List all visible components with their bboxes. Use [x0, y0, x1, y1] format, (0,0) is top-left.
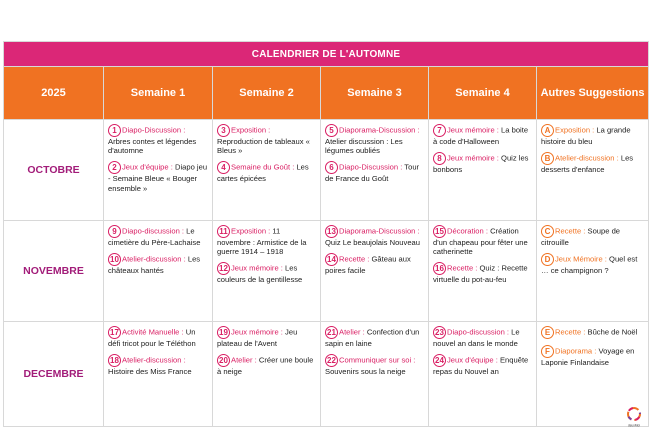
cell-week-2: [213, 322, 321, 427]
activity-text: Bûche de Noël: [587, 327, 638, 337]
activity-number-badge: 15: [433, 225, 446, 238]
activity-type: Atelier-discussion :: [122, 355, 186, 365]
activity-text: 11 novembre : Armistice de la guerre 1914 – 1918: [217, 226, 307, 257]
activity-type: Diapo-Discussion :: [122, 125, 186, 135]
activity-item: [433, 225, 532, 256]
activity-type: Atelier-discussion :: [555, 153, 619, 163]
activity-item: [108, 326, 208, 348]
cell-suggestions: [537, 221, 649, 322]
cell-suggestions: [537, 120, 649, 221]
activity-number-badge: 24: [433, 354, 446, 367]
activity-item: [433, 354, 532, 376]
activity-text: Atelier discussion : Les légumes oubliés: [325, 137, 403, 156]
activity-number-badge: 1: [108, 124, 121, 137]
month-label: OCTOBRE: [4, 120, 104, 221]
activity-item: [325, 225, 424, 247]
activity-text: Voyage en Laponie Finlandaise: [541, 346, 635, 367]
activity-item: [325, 124, 424, 155]
cell-week-3: [321, 221, 429, 322]
activity-text: Soupe de citrouille: [541, 226, 621, 247]
activity-number-badge: 9: [108, 225, 121, 238]
activity-number-badge: 7: [433, 124, 446, 137]
activity-type: Jeux d'équipe :: [447, 355, 498, 365]
activity-item: [325, 161, 424, 183]
activity-text: Diapo jeu - Semaine Bleue « Bouger ensemble »: [108, 162, 208, 193]
activity-type: Jeux mémoire :: [447, 153, 499, 163]
activity-type: Atelier :: [231, 355, 257, 365]
activity-item: [541, 225, 644, 247]
cell-week-4: [429, 322, 537, 427]
activity-number-badge: A: [541, 124, 554, 137]
activity-item: [108, 161, 208, 192]
header-year: 2025: [4, 67, 104, 120]
month-label: DECEMBRE: [4, 322, 104, 427]
header-week-4: Semaine 4: [429, 67, 537, 120]
activity-type: Diaporama :: [555, 346, 597, 356]
activity-type: Jeux mémoire :: [231, 263, 283, 273]
activity-text: Gâteau aux poires facile: [325, 254, 411, 276]
activity-number-badge: 3: [217, 124, 230, 137]
activity-text: Les châteaux hantés: [108, 254, 201, 276]
activity-text: Histoire des Miss France: [108, 367, 192, 377]
activity-text: Un défi tricot pour le Téléthon: [108, 327, 196, 348]
cell-week-3: [321, 322, 429, 427]
activity-type: Recette :: [339, 254, 370, 264]
logo-text: deuxMoi: [627, 423, 641, 428]
activity-number-badge: 5: [325, 124, 338, 137]
activity-text: Le nouvel an dans le monde: [433, 327, 520, 348]
activity-text: Quel est … ce champignon ?: [541, 254, 638, 276]
activity-item: [108, 124, 208, 155]
activity-text: Reproduction de tableaux « Bleus »: [217, 137, 310, 156]
activity-item: [433, 124, 532, 146]
activity-item: [108, 225, 208, 247]
activity-type: Activité Manuelle :: [122, 327, 184, 337]
month-row: [4, 120, 649, 221]
activity-number-badge: 8: [433, 152, 446, 165]
activity-type: Diapo-discussion :: [447, 327, 510, 337]
activity-text: La grande histoire du bleu: [541, 125, 631, 146]
activity-type: Jeux mémoire :: [231, 327, 283, 337]
activity-number-badge: D: [541, 253, 554, 266]
activity-type: Recette :: [555, 327, 586, 337]
activity-text: Enquête repas du Nouvel an: [433, 355, 529, 377]
activity-type: Décoration :: [447, 226, 488, 236]
activity-text: Jeu plateau de l'Avent: [217, 327, 298, 348]
activity-item: [325, 354, 424, 376]
activity-type: Jeux d'équipe :: [122, 162, 173, 172]
activity-item: [217, 354, 316, 376]
activity-number-badge: E: [541, 326, 554, 339]
activity-text: Le cimetière du Père-Lachaise: [108, 226, 201, 247]
activity-item: [433, 326, 532, 348]
activity-type: Diaporama-Discussion :: [339, 125, 420, 135]
activity-item: [108, 253, 208, 275]
activity-item: [541, 152, 644, 174]
activity-text: Quiz les bonbons: [433, 153, 529, 175]
calendar-table: [3, 41, 649, 427]
activity-type: Diaporama-Discussion :: [339, 226, 420, 236]
activity-number-badge: 17: [108, 326, 121, 339]
activity-number-badge: F: [541, 345, 554, 358]
activity-item: [541, 124, 644, 146]
header-row: [4, 67, 649, 120]
activity-text: Les desserts d'enfance: [541, 153, 634, 175]
activity-item: [217, 124, 316, 155]
activity-number-badge: 16: [433, 262, 446, 275]
activity-item: [433, 152, 532, 174]
activity-number-badge: C: [541, 225, 554, 238]
activity-type: Atelier-discussion :: [122, 254, 186, 264]
cell-week-1: [104, 221, 213, 322]
activity-item: [541, 253, 644, 275]
activity-text: Arbres contes et légendes d'automne: [108, 137, 197, 156]
activity-number-badge: 11: [217, 225, 230, 238]
cell-week-4: [429, 221, 537, 322]
activity-number-badge: 4: [217, 161, 230, 174]
activity-number-badge: 6: [325, 161, 338, 174]
activity-text: Créer une boule à neige: [217, 355, 314, 377]
activity-text: Souvenirs sous la neige: [325, 367, 406, 377]
month-row: [4, 221, 649, 322]
activity-type: Exposition :: [555, 125, 595, 135]
activity-number-badge: 14: [325, 253, 338, 266]
activity-item: [217, 262, 316, 284]
activity-type: Recette :: [555, 226, 586, 236]
activity-number-badge: 21: [325, 326, 338, 339]
activity-number-badge: 10: [108, 253, 121, 266]
activity-text: Quiz : Recette virtuelle du pot-au-feu: [433, 263, 528, 285]
activity-item: [217, 161, 316, 183]
activity-item: [325, 326, 424, 348]
activity-text: Création d'un chapeau pour fêter une catherinette: [433, 226, 528, 257]
activity-number-badge: 13: [325, 225, 338, 238]
header-week-3: Semaine 3: [321, 67, 429, 120]
header-suggestions: Autres Suggestions: [537, 67, 649, 120]
cell-week-2: [213, 221, 321, 322]
cell-week-1: [104, 322, 213, 427]
cell-week-3: [321, 120, 429, 221]
cell-week-4: [429, 120, 537, 221]
activity-type: Semaine du Goût :: [231, 162, 295, 172]
activity-item: [108, 354, 208, 376]
activity-text: Confection d'un sapin en laine: [325, 327, 420, 348]
activity-type: Communiquer sur soi :: [339, 355, 416, 365]
activity-item: [541, 345, 644, 367]
activity-type: Atelier :: [339, 327, 365, 337]
activity-type: Exposition :: [231, 226, 271, 236]
activity-item: [433, 262, 532, 284]
activity-text: Quiz Le beaujolais Nouveau: [325, 238, 420, 247]
activity-number-badge: 18: [108, 354, 121, 367]
activity-text: Les cartes épicées: [217, 162, 309, 184]
activity-type: Exposition :: [231, 125, 271, 135]
calendar-title: CALENDRIER DE L'AUTOMNE: [4, 42, 649, 67]
activity-number-badge: 12: [217, 262, 230, 275]
activity-text: Tour de France du Goût: [325, 162, 420, 184]
header-week-2: Semaine 2: [213, 67, 321, 120]
activity-item: [217, 225, 316, 256]
activity-item: [541, 326, 644, 339]
activity-item: [325, 253, 424, 275]
activity-text: Les couleurs de la gentillesse: [217, 263, 303, 285]
activity-number-badge: 2: [108, 161, 121, 174]
activity-type: Jeux Mémoire :: [555, 254, 607, 264]
activity-number-badge: 20: [217, 354, 230, 367]
cell-week-1: [104, 120, 213, 221]
activity-type: Jeux mémoire :: [447, 125, 499, 135]
month-row: [4, 322, 649, 427]
activity-number-badge: 22: [325, 354, 338, 367]
logo-icon: [624, 406, 644, 428]
activity-text: La boite à code d'Halloween: [433, 125, 529, 146]
header-week-1: Semaine 1: [104, 67, 213, 120]
cell-week-2: [213, 120, 321, 221]
month-label: NOVEMBRE: [4, 221, 104, 322]
activity-number-badge: B: [541, 152, 554, 165]
activity-item: [217, 326, 316, 348]
activity-type: Recette :: [447, 263, 478, 273]
activity-type: Diapo-Discussion :: [339, 162, 403, 172]
activity-number-badge: 19: [217, 326, 230, 339]
activity-number-badge: 23: [433, 326, 446, 339]
activity-type: Diapo-discussion :: [122, 226, 185, 236]
